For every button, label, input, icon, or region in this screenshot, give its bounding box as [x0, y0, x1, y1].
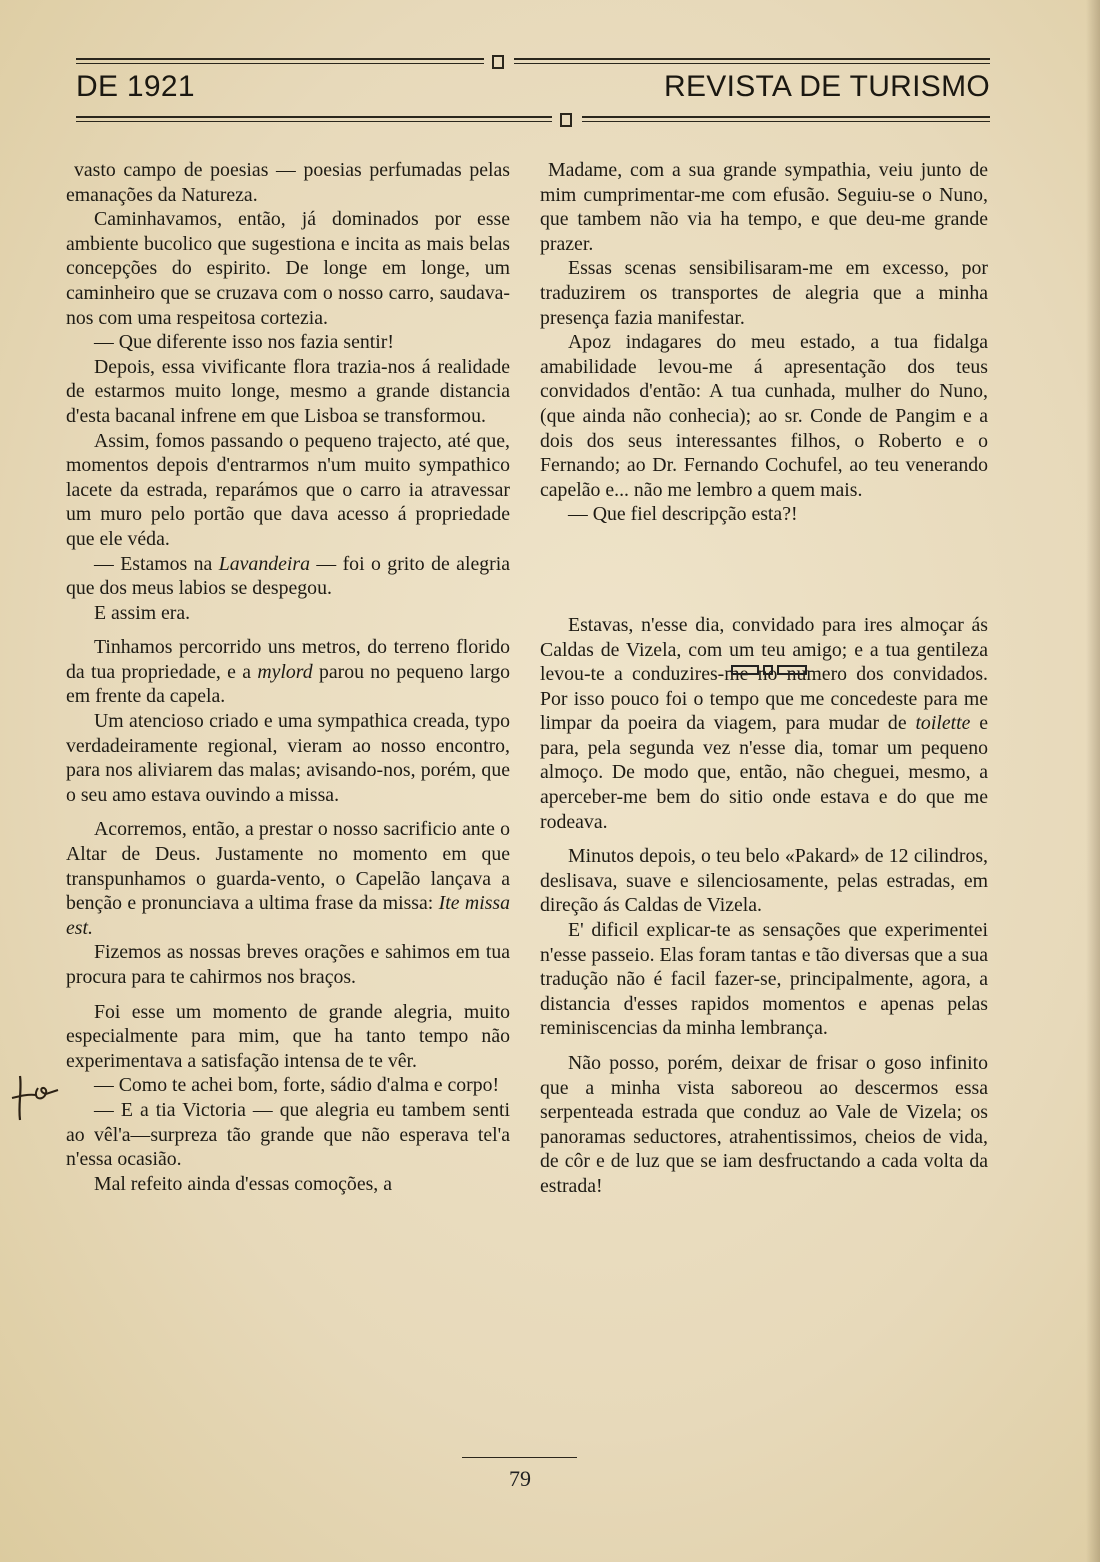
- paragraph: Fizemos as nossas breves orações e sahimos em tua procura para te cahirmos nos braços.: [66, 941, 510, 988]
- paragraph: [66, 552, 510, 601]
- toilette-italic: toilette: [915, 712, 971, 735]
- header-title: REVISTA DE TURISMO: [663, 70, 990, 103]
- right-column: [540, 158, 988, 1199]
- handwritten-margin-mark: [6, 1070, 66, 1130]
- header-top-rule-left-2: [76, 63, 484, 64]
- footer-rule: [462, 1457, 577, 1458]
- paragraph: Minutos depois, o teu belo «Pakard» de 12 cilindros, deslisava, suave e silenciosamente, pelas estradas, em direção ás Caldas de Vizela.: [540, 845, 988, 917]
- paragraph: Madame, com a sua grande sympathia, veiu junto de mim cumprimentar-me com efusão. Seguiu-se o Nuno, que tambem não via ha tempo, e que deu-me grande prazer.: [540, 159, 988, 255]
- page-number: 79: [509, 1466, 531, 1491]
- latin-phrase-italic: Ite missa est.: [66, 892, 510, 939]
- paragraph: — Como te achei bom, forte, sádio d'alma e corpo!: [94, 1074, 500, 1097]
- text-run: — Estamos na: [94, 552, 219, 575]
- ornament-bar-left: [731, 665, 759, 675]
- header-bottom-rule-right: [582, 116, 990, 118]
- paragraph: Essas scenas sensibilisaram-me em excesso, por traduzirem os transportes de alegria que a minha presença fazia manifestar.: [540, 257, 988, 329]
- header-bottom-rule-left-2: [76, 121, 552, 122]
- paragraph: Depois, essa vivificante flora trazia-nos á realidade de estarmos muito longe, mesmo a grande distancia d'esta bacanal infrene em que Lisboa se transformou.: [66, 355, 510, 427]
- text-run: Estavas, n'esse dia, convidado para ires almoçar ás Caldas de Vizela, com um teu amigo; e a tua gentileza levou-te a conduzires-me no numero dos convidados. Por isso pouco foi o tempo que me concedeste para me limpar da poeira da viagem, para mudar de: [540, 613, 988, 735]
- paragraph: [66, 817, 510, 940]
- paragraph: vasto campo de poesias — poesias perfumadas pelas emanações da Natureza.: [66, 159, 510, 206]
- header-top-rule-right-2: [514, 63, 990, 64]
- paragraph: E assim era.: [94, 601, 191, 624]
- text-run: e para, pela segunda vez n'esse dia, tomar um pequeno almoço. De modo que, então, não cheguei, mesmo, a aperceber-me bem do sitio onde estava e do que me rodeava.: [540, 712, 988, 833]
- ornament-bar-right: [777, 665, 807, 675]
- paragraph: Foi esse um momento de grande alegria, muito especialmente para mim, que ha tanto tempo não experimentava a satisfação intensa de te vêr.: [66, 1000, 510, 1072]
- header-bottom-rule-right-2: [582, 121, 990, 122]
- paragraph: E' dificil explicar-te as sensações que experimentei n'esse passeio. Elas foram tantas e tão diversas que a sua tradução não é facil fazer-se, principalmente, agora, a distancia d'esses rapidos momentos e apenas pelas reminiscencias da minha lembrança.: [540, 919, 988, 1040]
- paragraph: [66, 635, 510, 709]
- paragraph: — E a tia Victoria — que alegria eu tambem senti ao vêl'a—surpreza tão grande que não esperava tel'a n'essa ocasião.: [66, 1098, 510, 1171]
- text-run: parou no pequeno largo em frente da capela.: [66, 660, 510, 708]
- paragraph: — Que fiel descripção esta?!: [568, 503, 798, 526]
- paragraph: Não posso, porém, deixar de frisar o goso infinito que a minha vista saboreou ao descermos essa serpenteada estrada que conduz ao Vale de Vizela; os panoramas seductores, atrahentissimos, cheios de vida, de côr e de luz que se iam desfructando a cada volta da estrada!: [540, 1052, 988, 1197]
- header-top-rule-right: [514, 58, 990, 60]
- paragraph: — Que diferente isso nos fazia sentir!: [94, 331, 394, 354]
- header-box-ornament-bottom: [560, 113, 572, 127]
- place-name-italic: Lavandeira: [218, 552, 310, 575]
- header-year: DE 1921: [76, 70, 195, 103]
- header-bottom-rule-left: [76, 116, 552, 118]
- paragraph: Um atencioso criado e uma sympathica creada, typo verdadeiramente regional, vieram ao nosso encontro, para nos aliviarem das malas; avisando-nos, porém, que o seu amo estava ouvindo a missa.: [66, 710, 510, 806]
- paragraph: Assim, fomos passando o pequeno trajecto, até que, momentos depois d'entrarmos n'um muito sympathico lacete da estrada, reparámos que o carro ia atravessar um muro pelo portão que dava acesso á propriedade que ele véda.: [66, 429, 510, 550]
- ornament-box-center: [763, 665, 773, 675]
- header-top-rule-left: [76, 58, 484, 60]
- paragraph: Apoz indagares do meu estado, a tua fidalga amabilidade levou-me á apresentação dos teus convidados d'então: A tua cunhada, mulher do Nuno, (que ainda não conhecia); ao sr. Conde de Pangim e a dois dos seus interessantes filhos, o Roberto e o Fernando; ao Dr. Fernando Cochufel, ao teu venerando capelão e... não me lembro a quem mais.: [540, 331, 988, 501]
- text-run: Tinhamos percorrido uns metros, do terreno florido da tua propriedade, e a: [66, 636, 510, 683]
- paragraph: Caminhavamos, então, já dominados por esse ambiente bucolico que sugestiona e incita as mais belas concepções do espirito. De longe em longe, um caminheiro que se cruzava com o nosso carro, saudava-nos com uma respeitosa cortezia.: [66, 208, 510, 329]
- text-run: Acorremos, então, a prestar o nosso sacrificio ante o Altar de Deus. Justamente no momento em que transpunhamos o guarda-vento, o Capelão lançava a benção e pronunciava a ultima frase da missa:: [66, 818, 510, 915]
- paragraph: [540, 613, 988, 834]
- car-name-italic: mylord: [257, 660, 313, 683]
- page-edge-shadow: [1086, 0, 1100, 1562]
- paragraph: Mal refeito ainda d'essas comoções, a: [94, 1172, 392, 1195]
- section-divider-ornament: [731, 664, 807, 674]
- header-box-ornament-top: [492, 55, 504, 69]
- text-run: — foi o grito de alegria que dos meus labios se despegou.: [66, 552, 510, 600]
- left-column: [66, 158, 510, 1196]
